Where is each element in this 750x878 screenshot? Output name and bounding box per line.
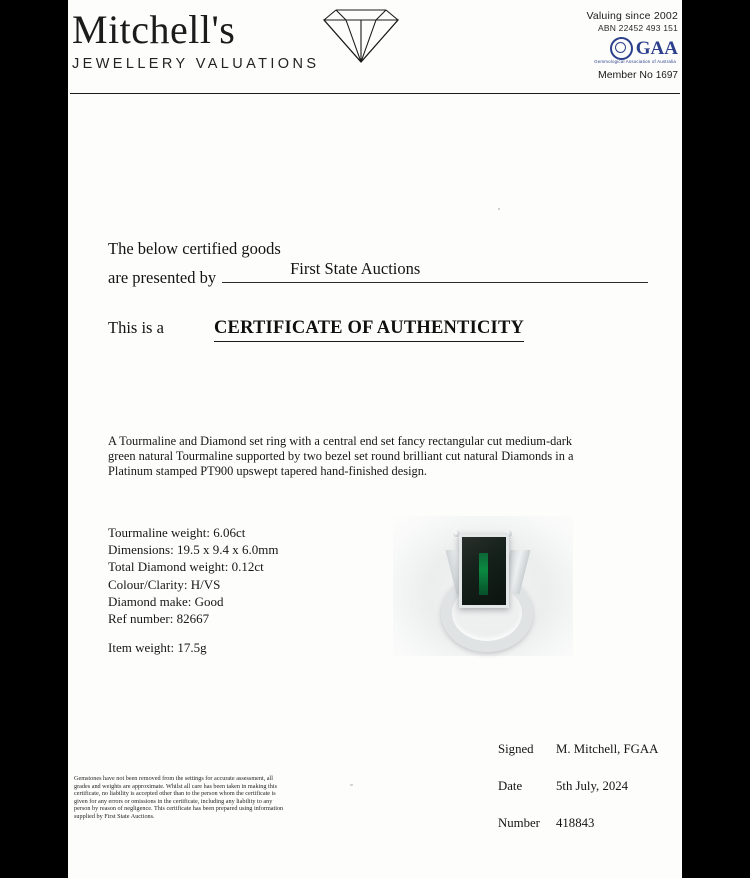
- spec-line: Diamond make: Good: [108, 593, 224, 609]
- signoff-row-number: [498, 816, 698, 831]
- valuing-since: Valuing since 2002: [586, 10, 678, 22]
- page-speck: [498, 208, 500, 210]
- presented-by-value: First State Auctions: [290, 259, 421, 278]
- abn: ABN 22452 493 151: [598, 23, 678, 33]
- signed-value: M. Mitchell, FGAA: [556, 742, 659, 756]
- document-header: [68, 0, 682, 98]
- this-is-a-label: This is a: [108, 318, 164, 337]
- item-specifications: [108, 524, 278, 627]
- signoff-row-date: [498, 779, 698, 794]
- item-description: A Tourmaline and Diamond set ring with a central end set fancy rectangular cut medium-dark green natural Tourmaline supported by two bezel set round brilliant cut natural Diamonds in a Platinum stamped PT900 upswept tapered hand-finished design.: [108, 434, 574, 479]
- date-value: 5th July, 2024: [556, 779, 629, 793]
- spec-line: Total Diamond weight: 0.12ct: [108, 559, 264, 575]
- spec-line: Dimensions: 19.5 x 9.4 x 6.0mm: [108, 542, 279, 558]
- date-label: Date: [498, 779, 523, 793]
- number-label: Number: [498, 816, 540, 830]
- header-divider: [70, 93, 680, 94]
- signoff-row-signed: [498, 742, 698, 757]
- brand-name: Mitchell's: [72, 7, 236, 52]
- presented-by-block: [108, 238, 648, 289]
- tourmaline-stone: [459, 534, 509, 608]
- signoff-block: [498, 742, 698, 831]
- gaa-logo-icon: [610, 37, 633, 60]
- diamond-icon: [306, 4, 416, 66]
- presented-line-1: The below certified goods: [108, 239, 281, 258]
- gaa-association-name: Gemmological Association of Australia: [594, 59, 676, 64]
- member-number-value: 1697: [655, 70, 678, 81]
- spec-line: Colour/Clarity: H/VS: [108, 576, 221, 592]
- spec-line: Ref number: 82667: [108, 611, 210, 627]
- presented-by-field: [222, 259, 648, 283]
- spec-line: Tourmaline weight: 6.06ct: [108, 525, 246, 540]
- certificate-page: [68, 0, 682, 878]
- signed-label: Signed: [498, 742, 534, 756]
- number-value: 418843: [556, 816, 595, 830]
- gaa-text: GAA: [635, 37, 678, 59]
- ring-photo: [393, 516, 573, 656]
- item-weight: Item weight: 17.5g: [108, 640, 207, 655]
- disclaimer-text: Gemstones have not been removed from the settings for accurate assessment, all grades and weights are approximate. Whilst all care has been taken in making this certificate, no liability is accepted other than to the person whom the certificate is given for any errors or omissions in the certificate, including any liability to any person by reason of negligence. This certificate has been prepared using information supplied by First State Auctions.: [74, 775, 284, 820]
- certificate-title: CERTIFICATE OF AUTHENTICITY: [214, 318, 524, 342]
- member-number-label: Member No: [597, 69, 653, 81]
- tourmaline-green-highlight: [479, 553, 488, 595]
- gaa-accreditation: [498, 10, 678, 81]
- member-number: [498, 69, 678, 81]
- presented-line-2-label: are presented by: [108, 268, 217, 287]
- brand-subtitle: JEWELLERY VALUATIONS: [72, 56, 320, 72]
- page-speck: [350, 784, 353, 786]
